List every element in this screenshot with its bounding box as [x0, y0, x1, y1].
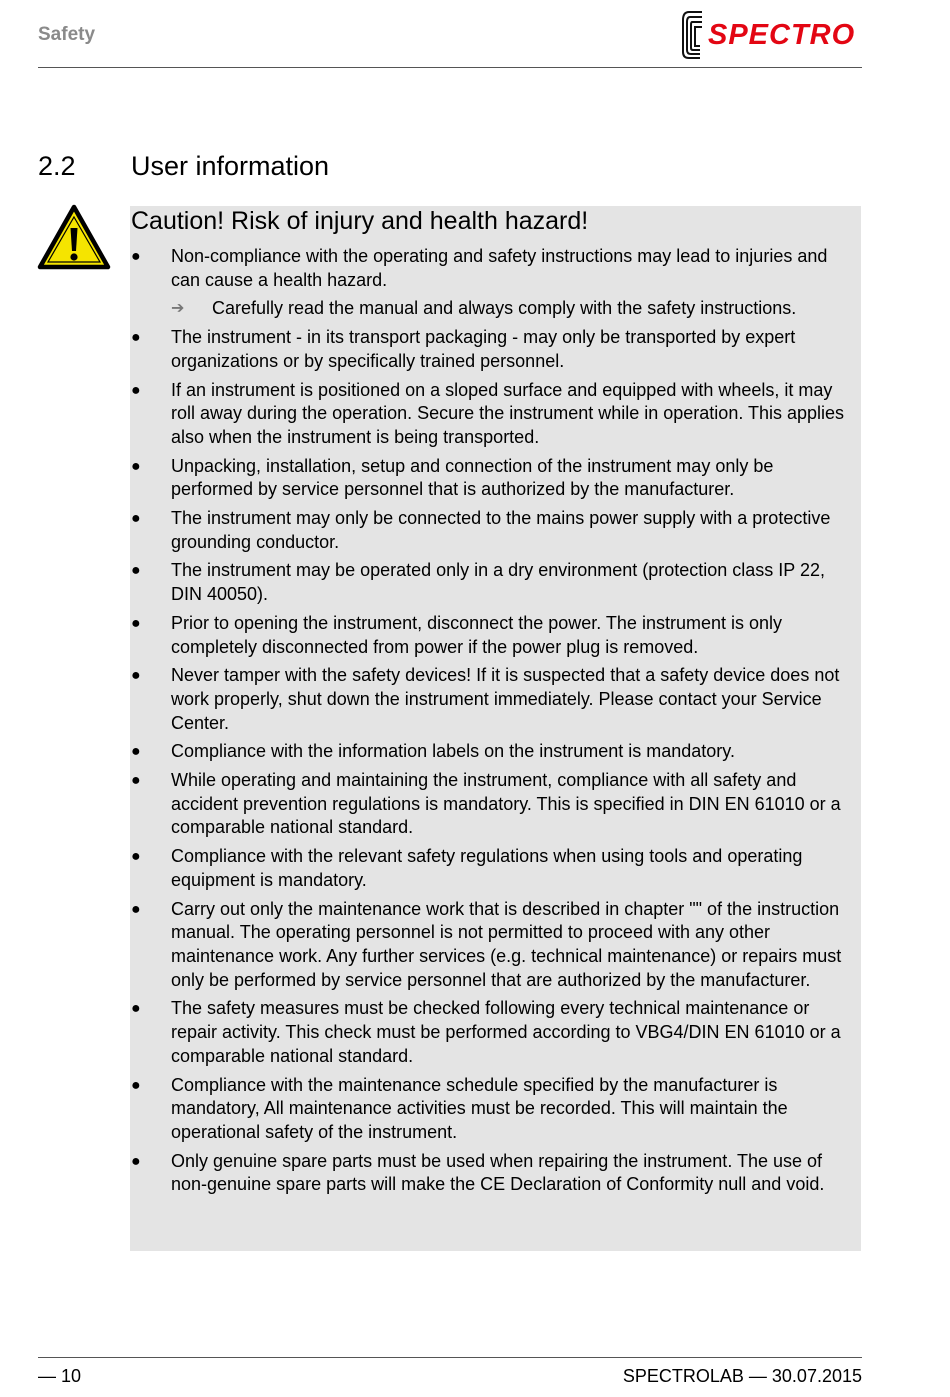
caution-title: Caution! Risk of injury and health hazard! [131, 207, 589, 235]
list-item [130, 379, 861, 450]
list-item [130, 664, 861, 735]
spectro-logo-mark-icon [680, 8, 706, 62]
list-item [130, 740, 861, 764]
bullet-icon: ● [131, 667, 141, 685]
list-item-text: The safety measures must be checked following every technical maintenance or repair activity. This check must be performed according to VBG4/DIN EN 61010 or a comparable national standard. [171, 998, 841, 1066]
list-item-text: Unpacking, installation, setup and connection of the instrument may only be performed by service personnel that is authorized by the manufacturer. [171, 455, 774, 500]
list-item-text: Compliance with the maintenance schedule specified by the manufacturer is mandatory, All maintenance activities must be recorded. This will maintain the operational safety of the instrument. [171, 1074, 788, 1142]
bullet-icon: ● [131, 614, 141, 632]
safety-instruction-list [130, 245, 861, 1202]
bullet-icon: ● [131, 248, 141, 265]
footer-page-number: — 10 [38, 1366, 82, 1386]
list-item-text: The instrument - in its transport packaging - may only be transported by expert organizations or by specifically trained personnel. [171, 327, 796, 371]
list-item [130, 898, 861, 993]
bullet-icon: ● [131, 381, 141, 399]
list-item-text: Compliance with the information labels on the instrument is mandatory. [171, 741, 735, 762]
footer-divider [38, 1357, 862, 1358]
bullet-icon: ● [131, 562, 141, 580]
list-item [130, 507, 861, 554]
instruction-step [171, 297, 859, 321]
list-item-text: Only genuine spare parts must be used when repairing the instrument. The use of non-genuine spare parts will make the CE Declaration of Conformity null and void. [171, 1150, 825, 1195]
bullet-icon: ● [131, 772, 141, 790]
list-item [130, 245, 861, 321]
bullet-icon: ● [131, 1152, 141, 1170]
list-item-text: Carry out only the maintenance work that is described in chapter "" of the instruction manual. The operating personnel is not permitted to proceed with any other maintenance work. Any further services (e.g. technical maintenance) or repairs must only be performed by service personnel that are authorized by the manufacturer. [171, 898, 842, 990]
caution-box [130, 206, 861, 1251]
list-item [130, 455, 861, 502]
section-title: User information [131, 151, 330, 181]
list-item-text: Non-compliance with the operating and safety instructions may lead to injuries and can cause a health hazard. [171, 246, 828, 290]
list-item-text: The instrument may be operated only in a dry environment (protection class IP 22, DIN 40050). [171, 560, 826, 605]
bullet-icon: ● [131, 1000, 141, 1018]
list-item [130, 1150, 861, 1197]
bullet-icon: ● [131, 329, 141, 347]
list-item-text: While operating and maintaining the instrument, compliance with all safety and accident prevention regulations is mandatory. This is specified in DIN EN 61010 or a comparable national standard. [171, 770, 841, 838]
list-item-text: Compliance with the relevant safety regulations when using tools and operating equipment is mandatory. [171, 846, 803, 890]
bullet-icon: ● [131, 743, 141, 761]
spectro-logo [680, 8, 862, 62]
section-number: 2.2 [38, 151, 76, 181]
spectro-logo-text: SPECTRO [708, 18, 856, 51]
footer-document-info: SPECTROLAB — 30.07.2015 [622, 1366, 862, 1386]
header-section-label: Safety [38, 24, 96, 45]
arrow-right-icon: ➔ [171, 300, 185, 318]
list-item [130, 612, 861, 659]
instruction-step-text: Carefully read the manual and always comply with the safety instructions. [212, 298, 797, 319]
list-item-text: The instrument may only be connected to the mains power supply with a protective grounding conductor. [171, 508, 831, 552]
list-item [130, 997, 861, 1068]
bullet-icon: ● [131, 1076, 141, 1094]
list-item [130, 769, 861, 840]
list-item [130, 1074, 861, 1145]
list-item-text: Never tamper with the safety devices! If it is suspected that a safety device does not work properly, shut down the instrument immediately. Please contact your Service Center. [171, 665, 840, 733]
list-item [130, 559, 861, 606]
bullet-icon: ● [131, 848, 141, 866]
warning-triangle-icon [37, 204, 111, 270]
bullet-icon: ● [131, 900, 141, 918]
list-item [130, 845, 861, 892]
bullet-icon: ● [131, 457, 141, 475]
list-item-text: If an instrument is positioned on a sloped surface and equipped with wheels, it may roll away during the operation. Secure the instrument while in operation. This applies also when the instrument is being transported. [171, 379, 845, 447]
list-item-text: Prior to opening the instrument, disconnect the power. The instrument is only completely disconnected from power if the power plug is removed. [171, 612, 782, 657]
list-item [130, 326, 861, 373]
header-divider [38, 67, 862, 68]
bullet-icon: ● [131, 510, 141, 528]
